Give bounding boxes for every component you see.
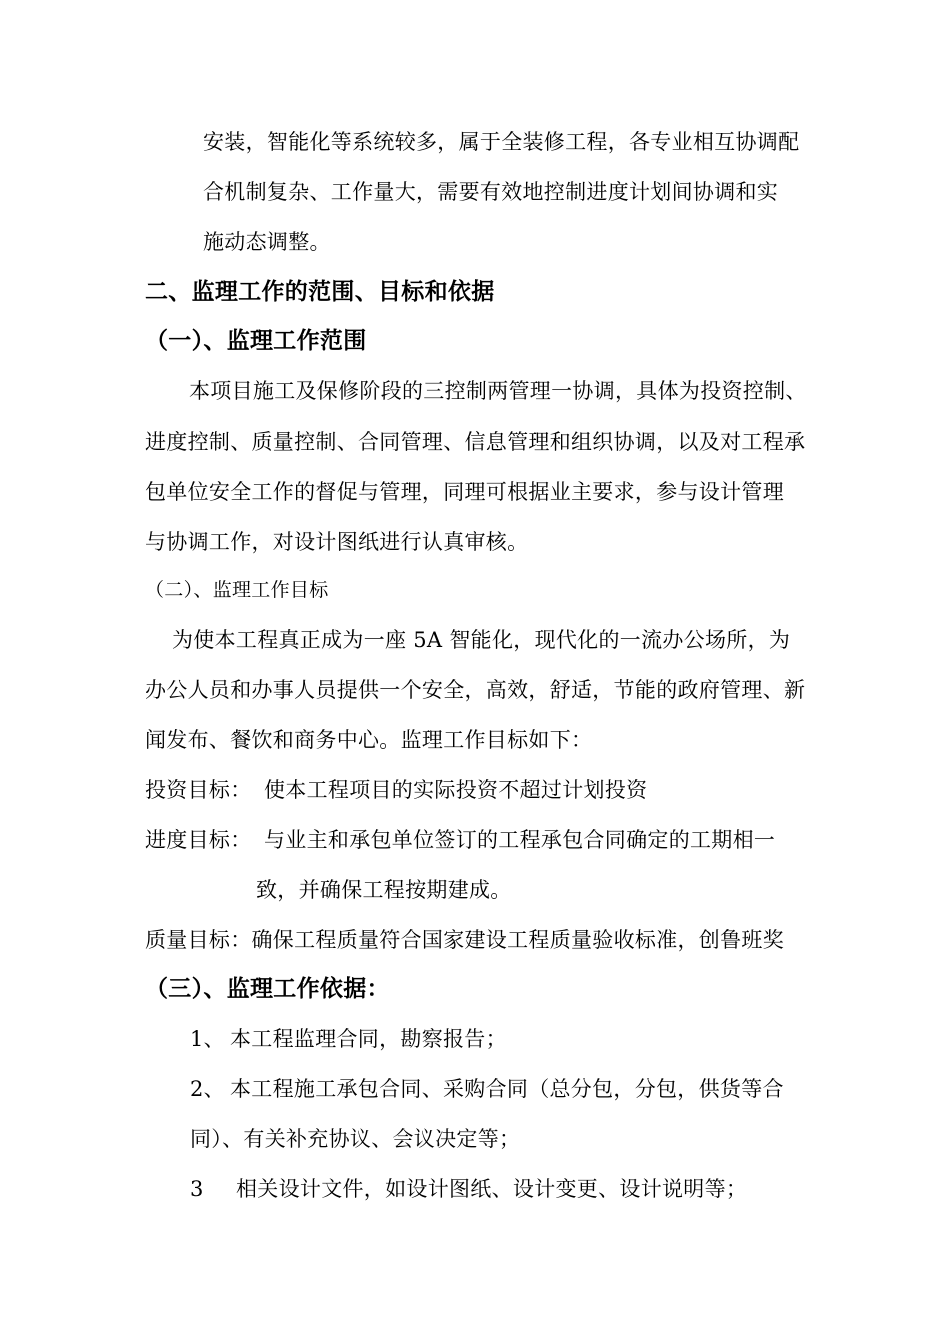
goals-heading: （二）、监理工作目标: [145, 579, 329, 601]
goals-line-2: 办公人员和办事人员提供一个安全，高效，舒适，节能的政府管理、新: [145, 678, 806, 702]
quality-goal-label: 质量目标：: [145, 928, 252, 952]
investment-goal: [145, 776, 252, 804]
goals-line-3: 闻发布、餐饮和商务中心。监理工作目标如下：: [145, 728, 593, 752]
quality-goal-text: 确保工程质量符合国家建设工程质量验收标准，创鲁班奖: [251, 928, 784, 952]
section-heading: 二、监理工作的范围、目标和依据: [145, 279, 495, 305]
basis-item-2-cont: 同）、有关补充协议、会议决定等；: [190, 1127, 521, 1151]
schedule-goal-text: 与业主和承包单位签订的工程承包合同确定的工期相一: [264, 828, 776, 852]
basis-item-3-num: 3: [190, 1177, 204, 1201]
goals-line-1: 为使本工程真正成为一座 5A 智能化，现代化的一流办公场所，为: [172, 628, 791, 652]
scope-line-2: 进度控制、质量控制、合同管理、信息管理和组织协调，以及对工程承: [145, 430, 806, 454]
schedule-goal-label: 进度目标：: [145, 828, 252, 852]
investment-goal-label: 投资目标：: [145, 778, 252, 802]
basis-item-3-text: 相关设计文件，如设计图纸、设计变更、设计说明等；: [236, 1177, 748, 1201]
scope-line-1: 本项目施工及保修阶段的三控制两管理一协调，具体为投资控制、: [189, 379, 807, 403]
scope-line-4: 与协调工作，对设计图纸进行认真审核。: [145, 530, 529, 554]
quality-goal: [145, 926, 784, 954]
intro-line-2: 合机制复杂、工作量大，需要有效地控制进度计划间协调和实: [203, 180, 779, 204]
basis-item-2-text: 本工程施工承包合同、采购合同（总分包，分包，供货等合: [230, 1077, 784, 1101]
scope-line-3: 包单位安全工作的督促与管理，同理可根据业主要求，参与设计管理: [145, 480, 784, 504]
scope-heading: （一）、监理工作范围: [145, 328, 367, 354]
investment-goal-text: 使本工程项目的实际投资不超过计划投资: [264, 778, 648, 802]
basis-item-2-num: 2、: [190, 1077, 225, 1101]
intro-line-3: 施动态调整。: [203, 230, 331, 254]
basis-heading: （三）、监理工作依据：: [145, 976, 390, 1002]
schedule-goal: [145, 826, 252, 854]
basis-item-1-text: 本工程监理合同，勘察报告；: [230, 1027, 507, 1051]
basis-item-1-num: 1、: [190, 1027, 225, 1051]
schedule-goal-text-cont: 致，并确保工程按期建成。: [256, 878, 512, 902]
intro-line-1: 安装，智能化等系统较多，属于全装修工程，各专业相互协调配: [203, 130, 800, 154]
